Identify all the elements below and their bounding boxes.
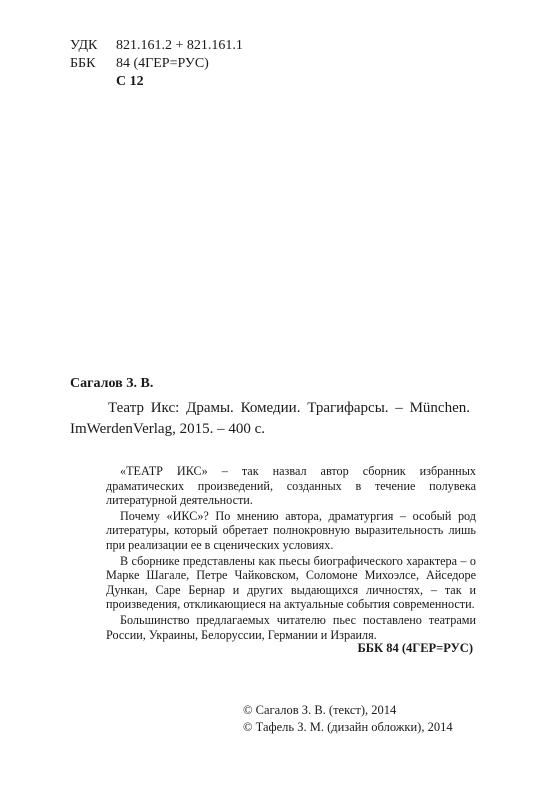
abstract-paragraph: Почему «ИКС»? По мнению автора, драматургия – особый род литературы, который обретает полнокровную выразительность лишь при реализации ее в сценических условиях.	[106, 508, 476, 552]
abstract-paragraph: «ТЕАТР ИКС» – так назвал автор сборник избранных драматических произведений, созданных в течение полувека литературной деятельности.	[106, 464, 476, 508]
udk-value: 821.161.2 + 821.161.1	[116, 38, 243, 53]
abstract	[106, 464, 476, 643]
bbk-value: 84 (4ГЕР=РУС)	[116, 56, 209, 71]
author-name: Сагалов З. В.	[70, 376, 154, 391]
abstract-paragraph: Большинство предлагаемых читателю пьес поставлено театрами России, Украины, Белоруссии, Германии и Израиля.	[106, 612, 476, 642]
bbk-footer: ББК 84 (4ГЕР=РУС)	[357, 641, 473, 655]
copyright-block	[243, 702, 453, 736]
author-mark: С 12	[116, 74, 144, 89]
classification-codes	[70, 37, 243, 91]
udk-label: УДК	[70, 38, 98, 53]
copyright-line: © Тафель З. М. (дизайн обложки), 2014	[243, 720, 453, 734]
udk-row	[70, 37, 243, 55]
bbk-row	[70, 55, 243, 73]
bbk-label: ББК	[70, 56, 96, 71]
abstract-paragraph: В сборнике представлены как пьесы биографического характера – о Марке Шагале, Петре Чайковском, Соломоне Михоэлсе, Айседоре Дункан, Саре Бернар и других выдающихся личностях, – так и произведения, откликающиеся на актуальные события современности.	[106, 553, 476, 612]
title-description: Театр Икс: Драмы. Комедии. Трагифарсы. – München. ImWerdenVerlag, 2015. – 400 с.	[70, 400, 470, 437]
copyright-line: © Сагалов З. В. (текст), 2014	[243, 703, 397, 717]
